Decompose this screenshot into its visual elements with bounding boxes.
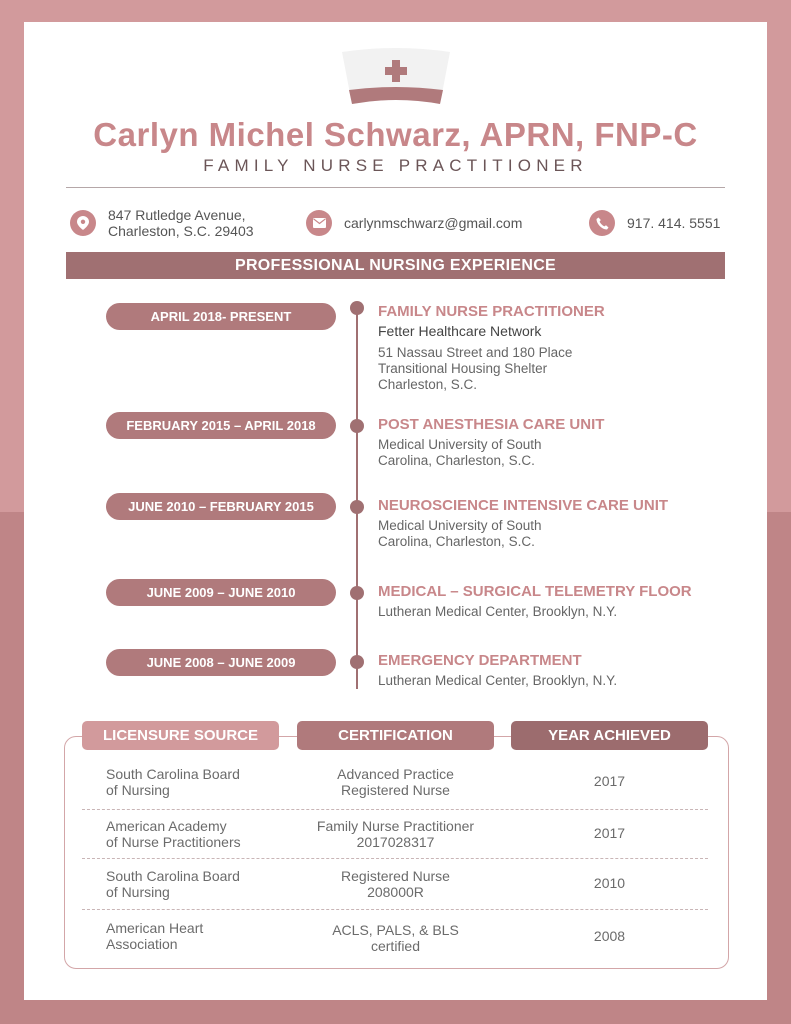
licensure-source: South Carolina Board (106, 868, 240, 884)
row-divider (82, 858, 708, 859)
certification: 208000R (367, 884, 424, 900)
licensure-source: American Academy (106, 818, 227, 834)
address-line-1: 847 Rutledge Avenue, (108, 207, 246, 223)
row-divider (82, 909, 708, 910)
experience-title: EMERGENCY DEPARTMENT (378, 652, 582, 669)
experience-org: Fetter Healthcare Network (378, 323, 542, 339)
experience-heading: PROFESSIONAL NURSING EXPERIENCE (66, 252, 725, 279)
contact-address (70, 203, 254, 243)
certification: ACLS, PALS, & BLS (332, 922, 459, 938)
certification: 2017028317 (356, 834, 435, 850)
address-line-2: Charleston, S.C. 29403 (108, 223, 254, 239)
timeline-dot (350, 419, 364, 433)
certification: Registered Nurse (341, 782, 450, 798)
experience-item (378, 652, 738, 689)
experience-item (378, 497, 738, 550)
date-pill: APRIL 2018- PRESENT (106, 303, 336, 330)
year-achieved: 2010 (593, 875, 626, 891)
experience-item (378, 583, 738, 620)
column-header-licensure: LICENSURE SOURCE (82, 721, 279, 750)
experience-detail: Carolina, Charleston, S.C. (378, 453, 535, 468)
divider (66, 187, 725, 188)
phone-icon (589, 210, 615, 236)
date-pill: JUNE 2010 – FEBRUARY 2015 (106, 493, 336, 520)
job-title: FAMILY NURSE PRACTITIONER (203, 156, 588, 175)
row-divider (82, 809, 708, 810)
date-pill: JUNE 2008 – JUNE 2009 (106, 649, 336, 676)
timeline-dot (350, 301, 364, 315)
timeline-dot (350, 655, 364, 669)
table-row (82, 920, 708, 970)
experience-detail: Medical University of South (378, 437, 542, 452)
certification: Family Nurse Practitioner (316, 818, 475, 834)
table-row (82, 818, 708, 868)
licensure-source: American Heart (106, 920, 204, 936)
phone-text[interactable]: 917. 414. 5551 (627, 215, 721, 231)
licensure-source: South Carolina Board (106, 766, 240, 782)
contact-phone (589, 203, 720, 243)
timeline-dot (350, 500, 364, 514)
experience-title: NEUROSCIENCE INTENSIVE CARE UNIT (378, 497, 669, 514)
location-pin-icon (70, 210, 96, 236)
resume-page (24, 22, 767, 1000)
experience-item (378, 416, 738, 469)
year-achieved: 2017 (593, 773, 626, 789)
certification: Advanced Practice (337, 766, 454, 782)
experience-title: FAMILY NURSE PRACTITIONER (378, 303, 605, 320)
experience-item (378, 303, 738, 393)
timeline-dot (350, 586, 364, 600)
experience-detail: 51 Nassau Street and 180 Place (378, 345, 573, 360)
experience-detail: Charleston, S.C. (378, 377, 478, 392)
column-header-year: YEAR ACHIEVED (511, 721, 708, 750)
certification: Registered Nurse (341, 868, 450, 884)
date-pill: FEBRUARY 2015 – APRIL 2018 (106, 412, 336, 439)
experience-detail: Lutheran Medical Center, Brooklyn, N.Y. (378, 673, 618, 688)
experience-detail: Transitional Housing Shelter (378, 361, 548, 376)
email-text[interactable]: carlynmschwarz@gmail.com (344, 215, 523, 231)
year-achieved: 2008 (593, 928, 626, 944)
timeline-line (356, 304, 358, 689)
licensure-source: of Nursing (106, 884, 170, 900)
envelope-icon (306, 210, 332, 236)
experience-title: POST ANESTHESIA CARE UNIT (378, 416, 605, 433)
certification: certified (370, 938, 421, 954)
year-achieved: 2017 (593, 825, 626, 841)
column-header-certification: CERTIFICATION (297, 721, 494, 750)
date-pill: JUNE 2009 – JUNE 2010 (106, 579, 336, 606)
experience-detail: Medical University of South (378, 518, 542, 533)
experience-detail: Carolina, Charleston, S.C. (378, 534, 535, 549)
licensure-source: Association (106, 936, 178, 952)
contact-email (306, 203, 522, 243)
experience-detail: Lutheran Medical Center, Brooklyn, N.Y. (378, 604, 618, 619)
experience-title: MEDICAL – SURGICAL TELEMETRY FLOOR (378, 583, 692, 600)
nurse-cap-icon (340, 46, 452, 106)
table-row (82, 868, 708, 918)
licensure-source: of Nursing (106, 782, 170, 798)
licensure-source: of Nurse Practitioners (106, 834, 241, 850)
candidate-name: Carlyn Michel Schwarz, APRN, FNP-C (93, 116, 698, 153)
